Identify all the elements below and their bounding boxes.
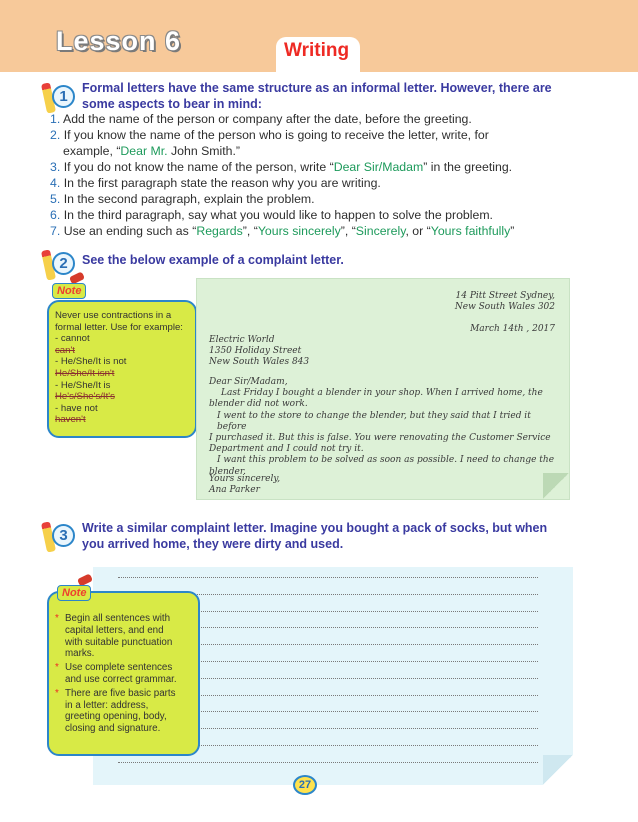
tip: * Begin all sentences with capital letters, and end with suitable punctuation marks. — [55, 613, 173, 660]
exercise-3-badge — [42, 519, 78, 555]
letter-date: March 14th , 2017 — [470, 324, 555, 334]
letter-closing: Yours sincerely, Ana Parker — [209, 474, 281, 496]
recipient-address: Electric World 1350 Holiday Street New South Wales 843 — [209, 335, 310, 368]
list-item: 1. Add the name of the person or company after the date, before the greeting. — [50, 112, 472, 126]
exercise-2-instruction: See the below example of a complaint letter. — [82, 253, 344, 267]
list-item: example, “Dear Mr. John Smith.” — [63, 144, 241, 158]
note-tag: Note — [52, 283, 86, 299]
note-tips — [55, 613, 197, 737]
sender-address: 14 Pitt Street Sydney, New South Wales 302 — [454, 291, 555, 313]
section-title: Writing — [284, 40, 350, 61]
example-letter — [196, 278, 570, 500]
list-item: 7. Use an ending such as “Regards”, “Yours sincerely”, “Sincerely, or “Yours faithfully” — [50, 224, 515, 238]
exercise-number: 3 — [52, 524, 75, 547]
tip: * Use complete sentences and use correct grammar. — [55, 662, 177, 685]
exercise-1-instruction: Formal letters have the same structure as an informal letter. However, there are some aspects to bear in mind: — [82, 81, 552, 111]
exercise-number: 1 — [52, 85, 75, 108]
list-item: 2. If you know the name of the person who is going to receive the letter, write, for — [50, 128, 489, 142]
note-box — [47, 587, 200, 756]
list-item: 4. In the first paragraph state the reason why you are writing. — [50, 176, 381, 190]
writing-line[interactable] — [118, 762, 538, 763]
exercise-3-instruction: Write a similar complaint letter. Imagine you bought a pack of socks, but when you arrived home, they were dirty and used. — [82, 521, 548, 551]
writing-line[interactable] — [118, 577, 538, 578]
tip: * There are five basic parts in a letter: address, greeting opening, body, closing and signature. — [55, 687, 176, 735]
guideline-list — [50, 111, 610, 239]
note-tag: Note — [57, 585, 91, 601]
list-item: 6. In the third paragraph, say what you would like to happen to solve the problem. — [50, 208, 493, 222]
note-text: Never use contractions in a formal letter. Use for example: - cannot can't - He/She/It is not He/She/It isn't - He/She/It is He's/She's/It's - have not haven't — [55, 310, 183, 426]
exercise-number: 2 — [52, 252, 75, 275]
list-item: 5. In the second paragraph, explain the problem. — [50, 192, 315, 206]
page-number: 27 — [293, 775, 317, 795]
page-curl — [543, 755, 573, 785]
note-box — [47, 300, 197, 438]
lesson-title: Lesson 6 — [56, 26, 182, 56]
letter-body: Dear Sir/Madam, Last Friday I bought a blender in your shop. When I arrived home, the blender did not work. I went to the store to change the blender, but they said that I tried it before I purchased it. But this is false. You were renovating the Customer Service Department and I could not try it. I want this problem to be solved as soon as possible. I need to change the blender. — [209, 377, 555, 477]
list-item: 3. If you do not know the name of the person, write “Dear Sir/Madam” in the greeting. — [50, 160, 513, 174]
